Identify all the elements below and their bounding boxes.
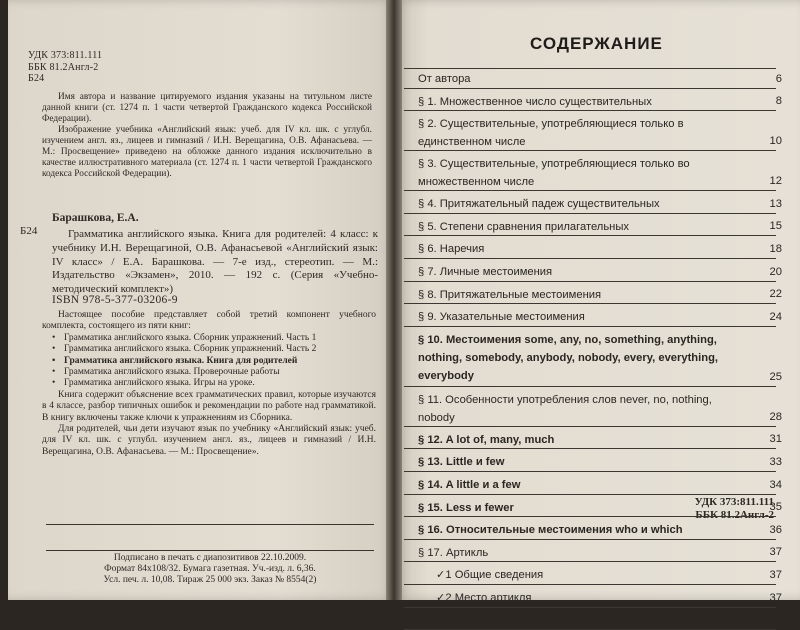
toc-entry	[418, 387, 790, 427]
toc-entry	[418, 449, 790, 472]
toc-entry-text: § 6. Наречия	[418, 240, 750, 258]
toc-entry	[418, 66, 790, 89]
annotation-intro: Настоящее пособие представляет собой третий компонент учебного комплекта, состоящего из пяти книг:	[42, 310, 376, 333]
toc-entry-page: 37	[770, 566, 782, 584]
toc-entry	[418, 517, 790, 540]
toc-entry	[418, 562, 790, 585]
toc-entry-page: 28	[770, 408, 782, 426]
toc-entry-text: § 7. Личные местоимения	[418, 263, 750, 281]
book-list-item: • Грамматика английского языка. Сборник упражнений. Часть 1	[64, 333, 376, 344]
toc-entry-page: 37	[770, 589, 782, 607]
toc-entry-text: § 10. Местоимения some, any, no, something, anything, nothing, somebody, anybody, nobody, every, everything, everybody	[418, 331, 750, 385]
table-of-contents	[418, 66, 790, 630]
toc-entry	[418, 540, 790, 563]
toc-entry-page: 20	[770, 263, 782, 281]
toc-entry	[418, 89, 790, 112]
book-spine	[386, 0, 402, 600]
toc-entry-page: 13	[770, 195, 782, 213]
toc-entry-text: § 11. Особенности употребления слов never, no, nothing, nobody	[418, 391, 750, 427]
isbn: ISBN 978-5-377-03206-9	[52, 294, 178, 308]
toc-entry-page: 37	[770, 543, 782, 561]
annotation-body: Книга содержит объяснение всех грамматических правил, которые изучаются в 4 классе, разбор типичных ошибок и рекомендации по работе над грамматикой. В книгу включены также ключи к упражнениям из Сборника.	[42, 390, 376, 424]
notice-paragraph: Изображение учебника «Английский язык: учеб. для IV кл. шк. с углубл. изучением англ. яз., лицеев и гимназий / И.Н. Верещагина, О.В. Афанасьева. — М.: Просвещение» приведено на обложке данного издания исключительно в качестве иллюстративного материала (ст. 1274 п. 1 части четвертой Гражданского кодекса Российской Федерации).	[42, 125, 372, 180]
toc-entry-text: § 8. Притяжательные местоимения	[418, 286, 750, 304]
toc-entry-text: § 9. Указательные местоимения	[418, 308, 750, 326]
copyright-notice	[42, 92, 372, 180]
toc-entry-text: § 3. Существительные, употребляющиеся только во множественном числе	[418, 155, 750, 191]
toc-entry	[418, 191, 790, 214]
book-list-item: • Грамматика английского языка. Игры на уроке.	[64, 378, 376, 389]
toc-entry-text: ✓2 Место артикля	[436, 589, 768, 607]
toc-entry-text: § 16. Относительные местоимения who и which	[418, 521, 750, 539]
toc-entry-page: 10	[770, 132, 782, 150]
toc-entry	[418, 304, 790, 327]
udk-code: УДК 373:811.111	[28, 50, 102, 62]
imprint-line: Формат 84x108/32. Бумага газетная. Уч.-изд. л. 6,36.	[60, 564, 360, 575]
imprint-line: Подписано в печать с диапозитивов 22.10.2009.	[60, 553, 360, 564]
udk-top-block	[28, 50, 102, 85]
toc-entry-text: § 5. Степени сравнения прилагательных	[418, 218, 750, 236]
book-list-item: • Грамматика английского языка. Сборник упражнений. Часть 2	[64, 344, 376, 355]
toc-entry-page: 31	[770, 430, 782, 448]
divider	[46, 550, 374, 551]
toc-entry-page: 8	[776, 92, 782, 110]
toc-entry	[418, 282, 790, 305]
bbk-code-bottom: ББК 81.2Англ-2	[574, 509, 774, 522]
toc-entry-text: § 14. A little и a few	[418, 476, 750, 494]
toc-entry	[418, 111, 790, 151]
toc-entry-page: 15	[770, 217, 782, 235]
book-list-item-current: • Грамматика английского языка. Книга для родителей	[64, 356, 376, 367]
author-name: Барашкова, Е.А.	[52, 212, 139, 226]
annotation	[42, 310, 376, 458]
toc-entry-page: 25	[770, 368, 782, 386]
imprint-line: Усл. печ. л. 10,08. Тираж 25 000 экз. Заказ № 8554(2)	[60, 575, 360, 586]
toc-entry-page: 36	[770, 521, 782, 539]
toc-entry-text: ✓3 Употребление артикля с исчисляемыми	[436, 612, 768, 630]
toc-entry-text: ✓1 Общие сведения	[436, 566, 768, 584]
bibliographic-description: Грамматика английского языка. Книга для родителей: 4 класс: к учебнику И.Н. Верещагиной, О.В. Афанасьевой «Английский язык: IV класс» / Е.А. Барашкова. — 7-е изд., стереотип. — М.: Издательство «Экзамен», 2010. — 192 с. (Серия «Учебно-методический комплект»)	[52, 228, 378, 297]
toc-entry-text: § 2. Существительные, употребляющиеся только в единственном числе	[418, 115, 750, 151]
toc-entry-text: § 17. Артикль	[418, 544, 750, 562]
toc-entry	[418, 585, 790, 608]
toc-entry-page: 22	[770, 285, 782, 303]
imprint	[60, 553, 360, 587]
toc-entry-page: 6	[776, 70, 782, 88]
toc-entry-text: § 15. Less и fewer	[418, 499, 750, 517]
toc-entry-page: 33	[770, 453, 782, 471]
book-list	[42, 333, 376, 390]
toc-entry-text: От автора	[418, 70, 750, 88]
toc-entry-page: 34	[770, 476, 782, 494]
toc-entry-page: 24	[770, 308, 782, 326]
book-list-item: • Грамматика английского языка. Проверочные работы	[64, 367, 376, 378]
notice-paragraph: Имя автора и название цитируемого издания указаны на титульном листе данной книги (ст. 1274 п. 1 части четвертой Гражданского кодекса Российской Федерации).	[42, 92, 372, 125]
toc-entry	[418, 151, 790, 191]
toc-entry-page: 18	[770, 240, 782, 258]
toc-entry	[418, 472, 790, 495]
toc-entry	[418, 214, 790, 237]
toc-entry-text: § 12. A lot of, many, much	[418, 431, 750, 449]
toc-entry-page: 35	[770, 498, 782, 516]
toc-entry	[418, 495, 790, 518]
toc-entry	[418, 327, 790, 387]
toc-entry	[418, 259, 790, 282]
toc-entry-text: § 13. Little и few	[418, 453, 750, 471]
udk-code-bottom: УДК 373:811.111	[574, 496, 774, 509]
toc-entry	[418, 608, 790, 630]
author-mark: Б24	[28, 73, 102, 85]
divider	[46, 524, 374, 525]
toc-entry	[418, 427, 790, 450]
bbk-code: ББК 81.2Англ-2	[28, 62, 102, 74]
toc-entry-text: § 4. Притяжательный падеж существительных	[418, 195, 750, 213]
toc-entry-page: 12	[770, 172, 782, 190]
author-code: Б24	[20, 225, 37, 239]
toc-title: СОДЕРЖАНИЕ	[530, 34, 663, 54]
toc-entry	[418, 236, 790, 259]
toc-entry-text: § 1. Множественное число существительных	[418, 93, 750, 111]
annotation-parents: Для родителей, чьи дети изучают язык по учебнику «Английский язык: учеб. для IV кл. шк. с углубл. изучением англ. яз., лицеев и гимназий / И.Н. Верещагина, О.В. Афанасьева. — М.: Просвещение».	[42, 424, 376, 458]
